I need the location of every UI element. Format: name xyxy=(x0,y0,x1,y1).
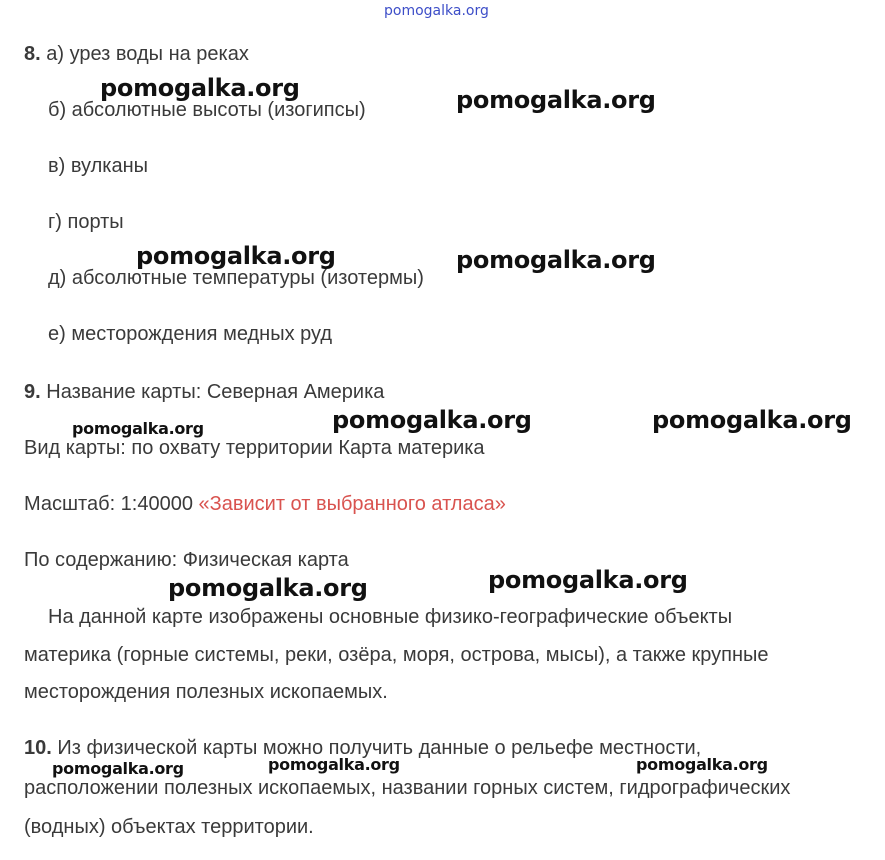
q8-item-d: г) порты xyxy=(48,211,124,233)
watermark: pomogalka.org xyxy=(488,566,688,594)
q9-desc-line-2: материка (горные системы, реки, озёра, моря, острова, мысы), а также крупные xyxy=(24,644,769,666)
q9-map-name xyxy=(24,380,384,404)
q10-line-3: (водных) объектах территории. xyxy=(24,816,314,838)
watermark: pomogalka.org xyxy=(100,74,300,102)
watermark: pomogalka.org xyxy=(652,406,852,434)
site-watermark-top: pomogalka.org xyxy=(384,3,489,19)
q9-desc-line-3: месторождения полезных ископаемых. xyxy=(24,681,388,703)
q8-a-text: а) урез воды на реках xyxy=(46,43,249,65)
q9-scale-label: Масштаб: 1:40000 xyxy=(24,493,199,515)
watermark: pomogalka.org xyxy=(456,246,656,274)
q8-item-b: б) абсолютные высоты (изогипсы) xyxy=(48,99,366,121)
watermark: pomogalka.org xyxy=(72,419,204,438)
q8-item-e: д) абсолютные температуры (изотермы) xyxy=(48,267,424,289)
q10-text-1: Из физической карты можно получить данные о рельефе местности, xyxy=(57,737,702,759)
q9-map-name-text: Название карты: Северная Америка xyxy=(46,381,385,403)
watermark: pomogalka.org xyxy=(136,242,336,270)
watermark: pomogalka.org xyxy=(168,574,368,602)
q10-number: 10. xyxy=(24,737,52,759)
watermark: pomogalka.org xyxy=(268,755,400,774)
q8-number: 8. xyxy=(24,43,41,65)
q8-item-f: е) месторождения медных руд xyxy=(48,323,333,345)
q9-desc-line-1: На данной карте изображены основные физико-географические объекты xyxy=(48,606,733,628)
q9-scale xyxy=(24,492,506,516)
watermark: pomogalka.org xyxy=(52,759,184,778)
watermark: pomogalka.org xyxy=(636,755,768,774)
q9-scale-note: «Зависит от выбранного атласа» xyxy=(198,493,506,515)
q9-map-type: Вид карты: по охвату территории Карта материка xyxy=(24,437,485,459)
q8-item-c: в) вулканы xyxy=(48,155,148,177)
q10-line-2: расположении полезных ископаемых, названии горных систем, гидрографических xyxy=(24,777,791,799)
q9-number: 9. xyxy=(24,381,41,403)
watermark: pomogalka.org xyxy=(332,406,532,434)
watermark: pomogalka.org xyxy=(456,86,656,114)
q9-content: По содержанию: Физическая карта xyxy=(24,549,349,571)
q8-item-a xyxy=(24,42,249,66)
